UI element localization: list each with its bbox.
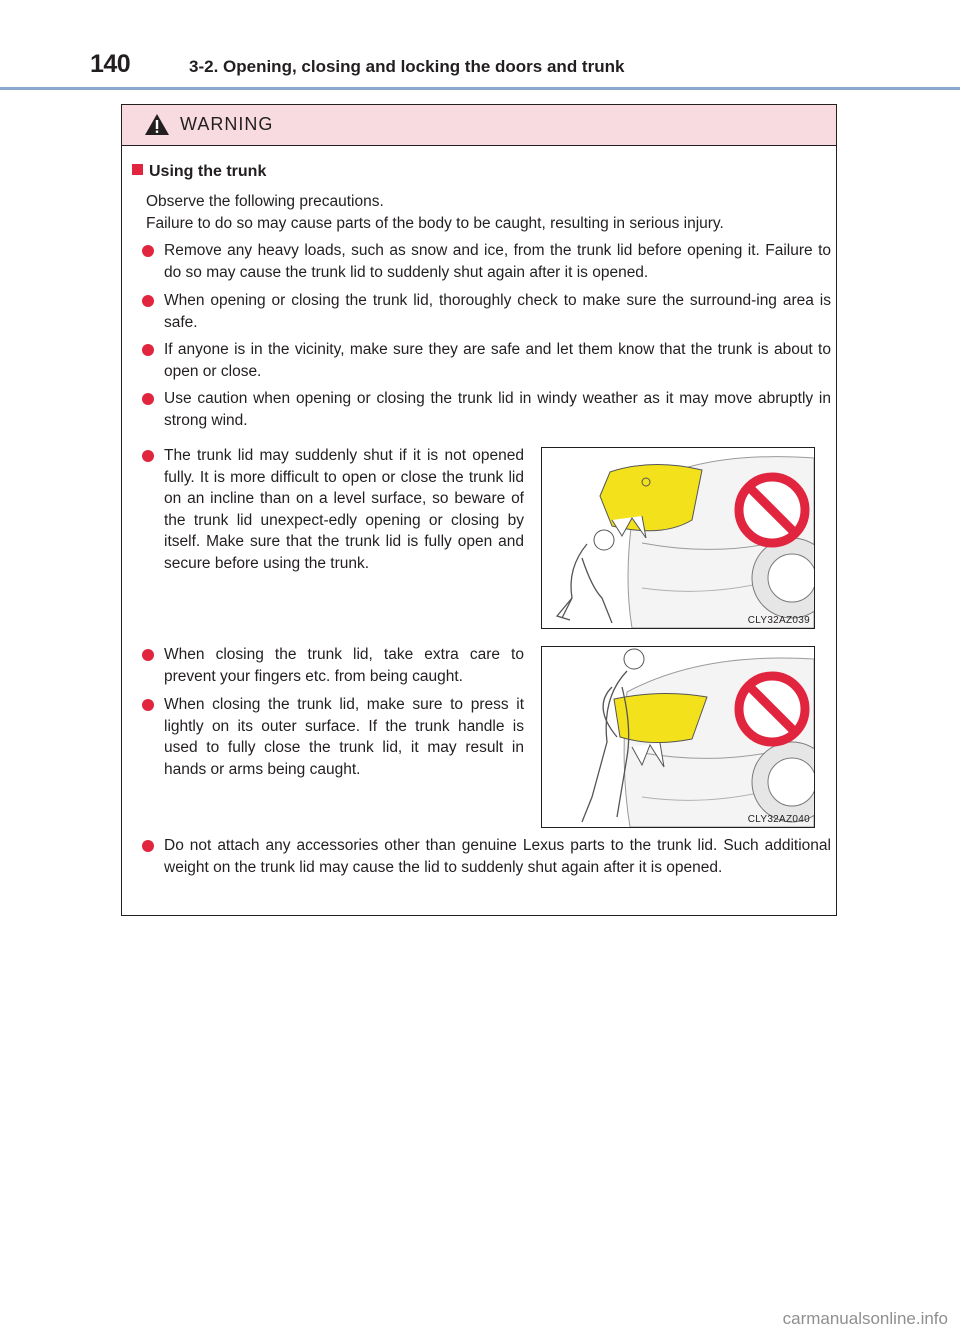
bullet-dot-icon bbox=[142, 393, 154, 405]
illustration-trunk-lid-shut bbox=[541, 447, 815, 629]
bullet-item bbox=[140, 290, 831, 333]
bullet-text: When closing the trunk lid, take extra care to prevent your fingers etc. from being caught. bbox=[164, 646, 524, 685]
intro-line-1: Observe the following precautions. bbox=[146, 193, 384, 210]
bullet-text: When opening or closing the trunk lid, thoroughly check to make sure the surround-ing area is safe. bbox=[164, 292, 831, 331]
bullet-text: When closing the trunk lid, make sure to press it lightly on its outer surface. If the trunk handle is used to fully close the trunk lid, it may result in hands or arms being caught. bbox=[164, 696, 524, 778]
bullet-item bbox=[140, 388, 831, 431]
watermark: carmanualsonline.info bbox=[782, 1309, 948, 1328]
prohibited-icon bbox=[732, 669, 812, 749]
prohibited-icon bbox=[732, 470, 812, 550]
bullet-item bbox=[140, 644, 524, 687]
bullet-item bbox=[140, 339, 831, 382]
illustration-code: CLY32AZ039 bbox=[747, 615, 810, 626]
bullet-text: If anyone is in the vicinity, make sure they are safe and let them know that the trunk is about to open or close. bbox=[164, 341, 831, 380]
bullet-dot-icon bbox=[142, 840, 154, 852]
bullet-text: Use caution when opening or closing the trunk lid in windy weather as it may move abruptly in strong wind. bbox=[164, 390, 831, 429]
header-rule bbox=[0, 87, 960, 90]
intro-line-2: Failure to do so may cause parts of the body to be caught, resulting in serious injury. bbox=[146, 215, 724, 232]
bullet-item bbox=[140, 240, 831, 283]
illustration-code: CLY32AZ040 bbox=[747, 814, 810, 825]
intro-text bbox=[146, 191, 724, 235]
bullet-item bbox=[140, 835, 831, 878]
bullet-item bbox=[140, 445, 524, 574]
bullet-item bbox=[140, 694, 524, 780]
bullet-dot-icon bbox=[142, 699, 154, 711]
bullet-text: The trunk lid may suddenly shut if it is not opened fully. It is more difficult to open or close the trunk lid on an incline than on a level surface, so beware of the trunk lid unexpect-edly opening or closing by itself. Make sure that the trunk lid is fully open and secure before using the trunk. bbox=[164, 447, 524, 572]
page-number: 140 bbox=[90, 50, 131, 78]
section-heading-text: Using the trunk bbox=[149, 163, 267, 180]
bullet-dot-icon bbox=[142, 295, 154, 307]
bullet-text: Do not attach any accessories other than genuine Lexus parts to the trunk lid. Such additional weight on the trunk lid may cause the lid to suddenly shut again after it is opened. bbox=[164, 837, 831, 876]
section-heading bbox=[132, 163, 266, 181]
warning-triangle-icon bbox=[144, 113, 170, 136]
warning-header bbox=[122, 105, 836, 146]
illustration-trunk-lid-closing bbox=[541, 646, 815, 828]
section-title: 3-2. Opening, closing and locking the doors and trunk bbox=[189, 57, 625, 76]
warning-box bbox=[121, 104, 837, 916]
red-square-icon bbox=[132, 164, 143, 175]
bullet-dot-icon bbox=[142, 649, 154, 661]
bullet-dot-icon bbox=[142, 450, 154, 462]
bullet-dot-icon bbox=[142, 344, 154, 356]
bullet-text: Remove any heavy loads, such as snow and ice, from the trunk lid before opening it. Failure to do so may cause the trunk lid to suddenly shut again after it is opened. bbox=[164, 242, 831, 281]
bullet-dot-icon bbox=[142, 245, 154, 257]
warning-label: WARNING bbox=[180, 114, 274, 134]
